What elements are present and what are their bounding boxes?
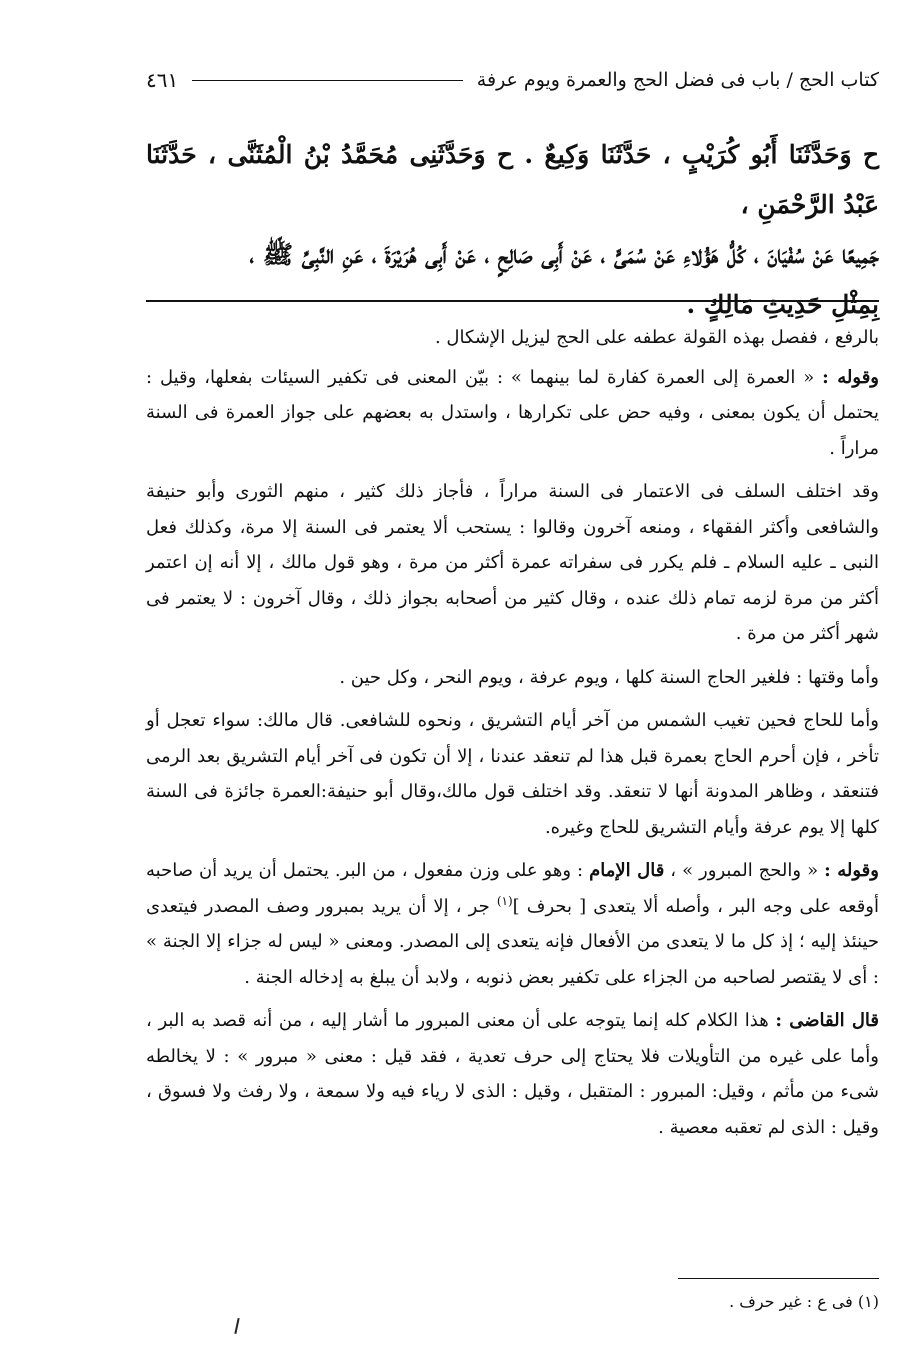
lead-word: قال الإمام: [589, 860, 665, 881]
paragraph-text: جر ، إلا أن يريد بمبرور وصف المصدر فيتعدى حينئذ إليه ؛ إذ كل ما لا يتعدى من الأفعال فإنه يتعدى إلى المصدر. ومعنى « ليس له جزاء إلا الجنة » : أى لا يقتصر لصاحبه من الجزاء على تكفير بعض ذنوبه ، ولابد أن يبلغ به إدخاله الجنة .: [146, 895, 879, 988]
running-header: [146, 64, 879, 96]
paragraph-text: « العمرة إلى العمرة كفارة لما بينهما » : بيّن المعنى فى تكفير السيئات بفعلها، وقيل : يحتمل أن يكون بمعنى ، وفيه حض على تكرارها ، واستدل به بعضهم على جواز العمرة فى السنة مراراً .: [146, 366, 879, 459]
hadith-line: ح وَحَدَّثَنَا أَبُو كُرَيْبٍ ، حَدَّثَنَا وَكِيعٌ . ح وَحَدَّثَنِى مُحَمَّدُ بْنُ الْمُثَنَّى ، حَدَّثَنَا عَبْدُ الرَّحْمَنِ ،: [146, 140, 879, 219]
quoted-phrase: « والحج المبرور » ،: [664, 860, 825, 881]
commentary-paragraph: بالرفع ، ففصل بهذه القولة عطفه على الحج ليزيل الإشكال .: [434, 327, 879, 348]
commentary-paragraph: وقد اختلف السلف فى الاعتمار فى السنة مراراً ، فأجاز ذلك كثير ، منهم الثورى وأبو حنيفة والشافعى وأكثر الفقهاء ، ومنعه آخرون وقالوا : يستحب ألا يعتمر فى السنة إلا مرة، وكذلك فعل النبى ـ عليه السلام ـ فلم يكرر فى سفراته عمرة أكثر من مرة ، وهو قول مالك ، إلا أنه إن اعتمر أكثر من مرة لزمه تمام ذلك عنده ، وقال كثير من أصحابه بجواز ذلك ، وقال آخرون : لا يعتمر فى شهر أكثر من مرة .: [146, 481, 879, 644]
lead-word: قال القاضى :: [775, 1010, 879, 1031]
commentary-paragraph: [146, 1003, 879, 1145]
section-divider: [146, 300, 879, 302]
commentary-paragraph: [146, 853, 879, 995]
ink-mark: [234, 1318, 239, 1334]
footnote-rule: [678, 1278, 879, 1279]
footnote: (١) فى ع : غير حرف .: [729, 1292, 879, 1311]
header-rule: [192, 80, 463, 81]
paragraph-text: هذا الكلام كله إنما يتوجه على أن معنى المبرور ما أشار إليه ، من أنه قصد به البر ، وأما على غيره من التأويلات فلا يحتاج إلى حرف تعدية ، فقد قيل : معنى « مبرور » : لا يخالطه شىء من مأثم ، وقيل: المبرور : المتقبل ، وقيل : الذى لا رياء فيه ولا سمعة ، ولا رفث ولا فسوق ، وقيل : الذى لم تعقبه معصية .: [146, 1010, 879, 1138]
page-number: ٤٦١: [146, 68, 179, 92]
chapter-title: كتاب الحج / باب فى فضل الحج والعمرة ويوم عرفة: [476, 69, 879, 91]
hadith-line: بِمِثْلِ حَدِيثِ مَالِكٍ .: [686, 290, 879, 319]
paragraph-text: : وهو على وزن مفعول ، من البر. يحتمل أن يريد أن صاحبه أوقعه على وجه البر ، وأصله ألا يتعدى [ بحرف ]: [146, 860, 879, 917]
commentary-paragraph: وأما للحاج فحين تغيب الشمس من آخر أيام التشريق ، ونحوه للشافعى. قال مالك: سواء تعجل أو تأخر ، فإن أحرم الحاج بعمرة قبل هذا لم تنعقد عندنا ، إلا أن تكون فى آخر أيام التشريق بعد الرمى فتنعقد ، وظاهر المدونة أنها لا تنعقد. وقد اختلف قول مالك،وقال أبو حنيفة:العمرة جائزة فى السنة كلها إلا يوم عرفة وأيام التشريق للحاج وغيره.: [146, 710, 879, 838]
lead-word: وقوله :: [824, 860, 879, 881]
commentary-paragraph: [146, 360, 879, 467]
commentary-paragraph: وأما وقتها : فلغير الحاج السنة كلها ، ويوم عرفة ، ويوم النحر ، وكل حين .: [339, 666, 879, 688]
lead-word: وقوله :: [822, 366, 879, 388]
commentary-text: [146, 320, 879, 1153]
hadith-line: جَمِيعًا عَنْ سُفْيَانَ ، كُلُّ هَؤُلاءِ عَنْ سُمَىٍّ ، عَنْ أَبِى صَالِحٍ ، عَنْ أَبِى هُرَيْرَةَ ، عَنِ النَّبِىِّ ﷺ ،: [249, 240, 879, 269]
footnote-marker: (١): [496, 893, 513, 908]
